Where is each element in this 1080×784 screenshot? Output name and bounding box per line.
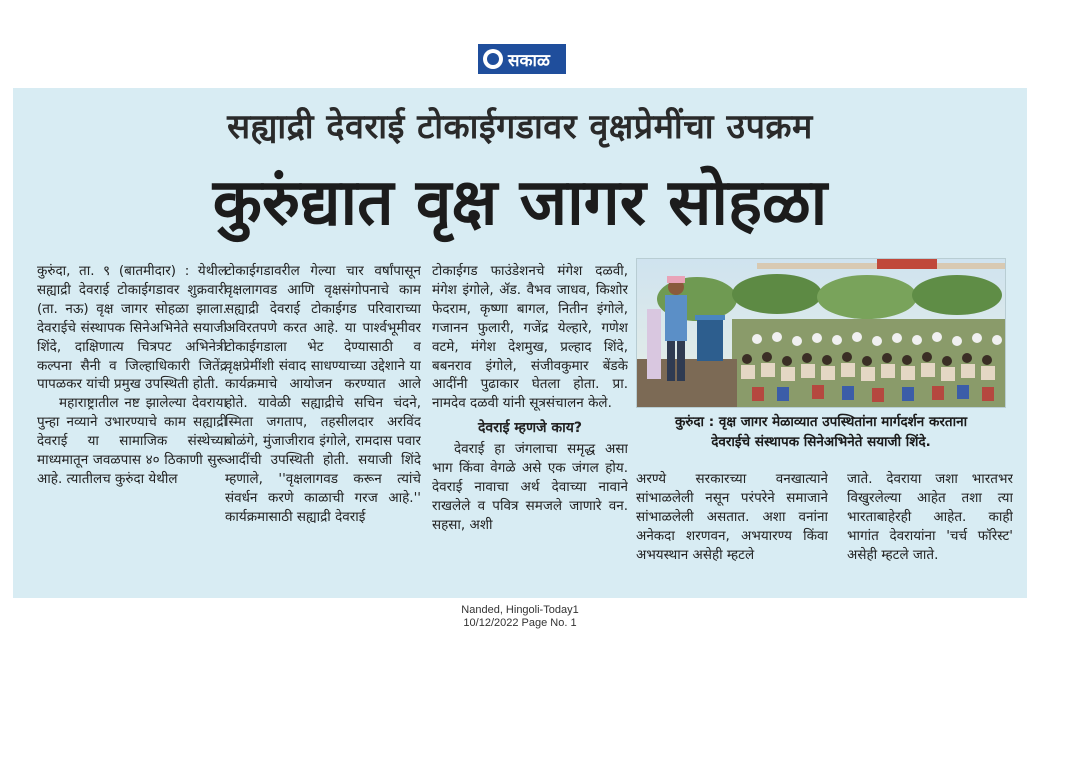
sakal-logo — [478, 44, 566, 74]
article-paragraph: महाराष्ट्रातील नष्ट झालेल्या देवराया पुन्हा नव्याने उभारण्याचे काम सह्याद्री देवराई या सामाजिक संस्थेच्या माध्यमातून जवळपास ४० ठिकाणी सुरू आहे. त्यातीलच कुरुंदा येथील — [37, 395, 227, 487]
news-clipping — [13, 88, 1027, 598]
kicker-headline: सह्याद्री देवराई टोकाईगडावर वृक्षप्रेमींचा उपक्रम — [227, 107, 813, 147]
edition-date-page: 10/12/2022 Page No. 1 — [463, 617, 577, 629]
article-column-3 — [432, 262, 628, 582]
caption-line: कुरुंदा : वृक्ष जागर मेळाव्यात उपस्थितांना मार्गदर्शन करताना — [674, 414, 968, 430]
article-paragraph: कुरुंदा, ता. ९ (बातमीदार) : येथील सह्याद्री देवराई टोकाईगडावर शुक्रवारी (ता. नऊ) वृक्ष जागर सोहळा झाला. देवराईचे संस्थापक सिनेअभिनेते सयाजी शिंदे, दाक्षिणात्य चित्रपट अभिनेत्री कल्पना सैनी व जिल्हाधिकारी जितेंद्र पापळकर यांची प्रमुख उपस्थिती होती. — [37, 263, 227, 393]
article-column-4 — [636, 470, 828, 582]
article-column-2 — [225, 262, 421, 582]
article-paragraph: टोकाईगड फाउंडेशनचे मंगेश दळवी, मंगेश इंगोले, ॲड. वैभव जाधव, किशोर फेदराम, कृष्णा बागल, नितीन इंगोले, गजानन फुलारी, गजेंद्र येल्हारे, गणेश वटमे, मंगेश देशमुख, प्रल्हाद शिंदे, बबनराव इंगोले, संजीवकुमार बेंडके आदींनी पुढाकार घेतला होता. प्रा. नामदेव दळवी यांनी सूत्रसंचालन केले. — [432, 263, 628, 412]
sakal-logo-icon — [483, 49, 503, 69]
article-column-5 — [847, 470, 1013, 582]
logo-text: सकाळ — [508, 50, 550, 71]
caption-line: देवराईचे संस्थापक सिनेअभिनेते सयाजी शिंदे. — [711, 434, 931, 450]
event-photo-image — [637, 259, 1006, 408]
photo-caption — [636, 412, 1006, 452]
article-paragraph: अरण्ये सरकारच्या वनखात्याने सांभाळलेली नसून परंपरेने समाजाने सांभाळलेली असतात. अशा वनांना अनेकदा शरणवन, अभयारण्य किंवा अभयस्थान असेही म्हटले — [636, 471, 828, 563]
article-paragraph: टोकाईगडावरील गेल्या चार वर्षांपासून वृक्षलागवड आणि वृक्षसंगोपनाचे काम सह्याद्री देवराई टोकाईगड परिवाराच्या अविरतपणे करत आहे. या पार्श्वभूमीवर टोकाईगडाला भेट देण्यासाठी व वृक्षप्रेमींशी संवाद साधण्याच्या उद्देशाने या कार्यक्रमाचे आयोजन करण्यात आले होते. यावेळी सह्याद्रीचे सचिन चंदने, स्मिता जगताप, तहसीलदार अरविंद बोळंगे, मुंजाजीराव इंगोले, रामदास पवार आदींची उपस्थिती होती. सयाजी शिंदे म्हणाले, ''वृक्षलागवड करून त्यांचे संवर्धन करणे काळाची गरज आहे.'' कार्यक्रमासाठी सह्याद्री देवराई — [225, 263, 421, 525]
main-headline: कुरुंद्यात वृक्ष जागर सोहळा — [212, 166, 828, 240]
edition-footer — [440, 604, 600, 630]
edition-name: Nanded, Hingoli-Today1 — [461, 604, 579, 616]
event-photo — [636, 258, 1006, 408]
article-paragraph: देवराई हा जंगलाचा समृद्ध असा भाग किंवा वेगळे असे एक जंगल होय. देवराई नावाचा अर्थ देवाच्या नावाने राखलेले व पवित्र समजले जाणारे वन. सहसा, अशी — [432, 441, 628, 533]
article-paragraph: जाते. देवराया जशा भारतभर विखुरलेल्या आहेत तशा त्या भारताबाहेरही आहेत. काही भागांत देवरायांना 'चर्च फॉरेस्ट' असेही म्हटले जाते. — [847, 471, 1013, 563]
article-column-1 — [37, 262, 227, 582]
section-subhead: देवराई म्हणजे काय? — [478, 420, 582, 437]
